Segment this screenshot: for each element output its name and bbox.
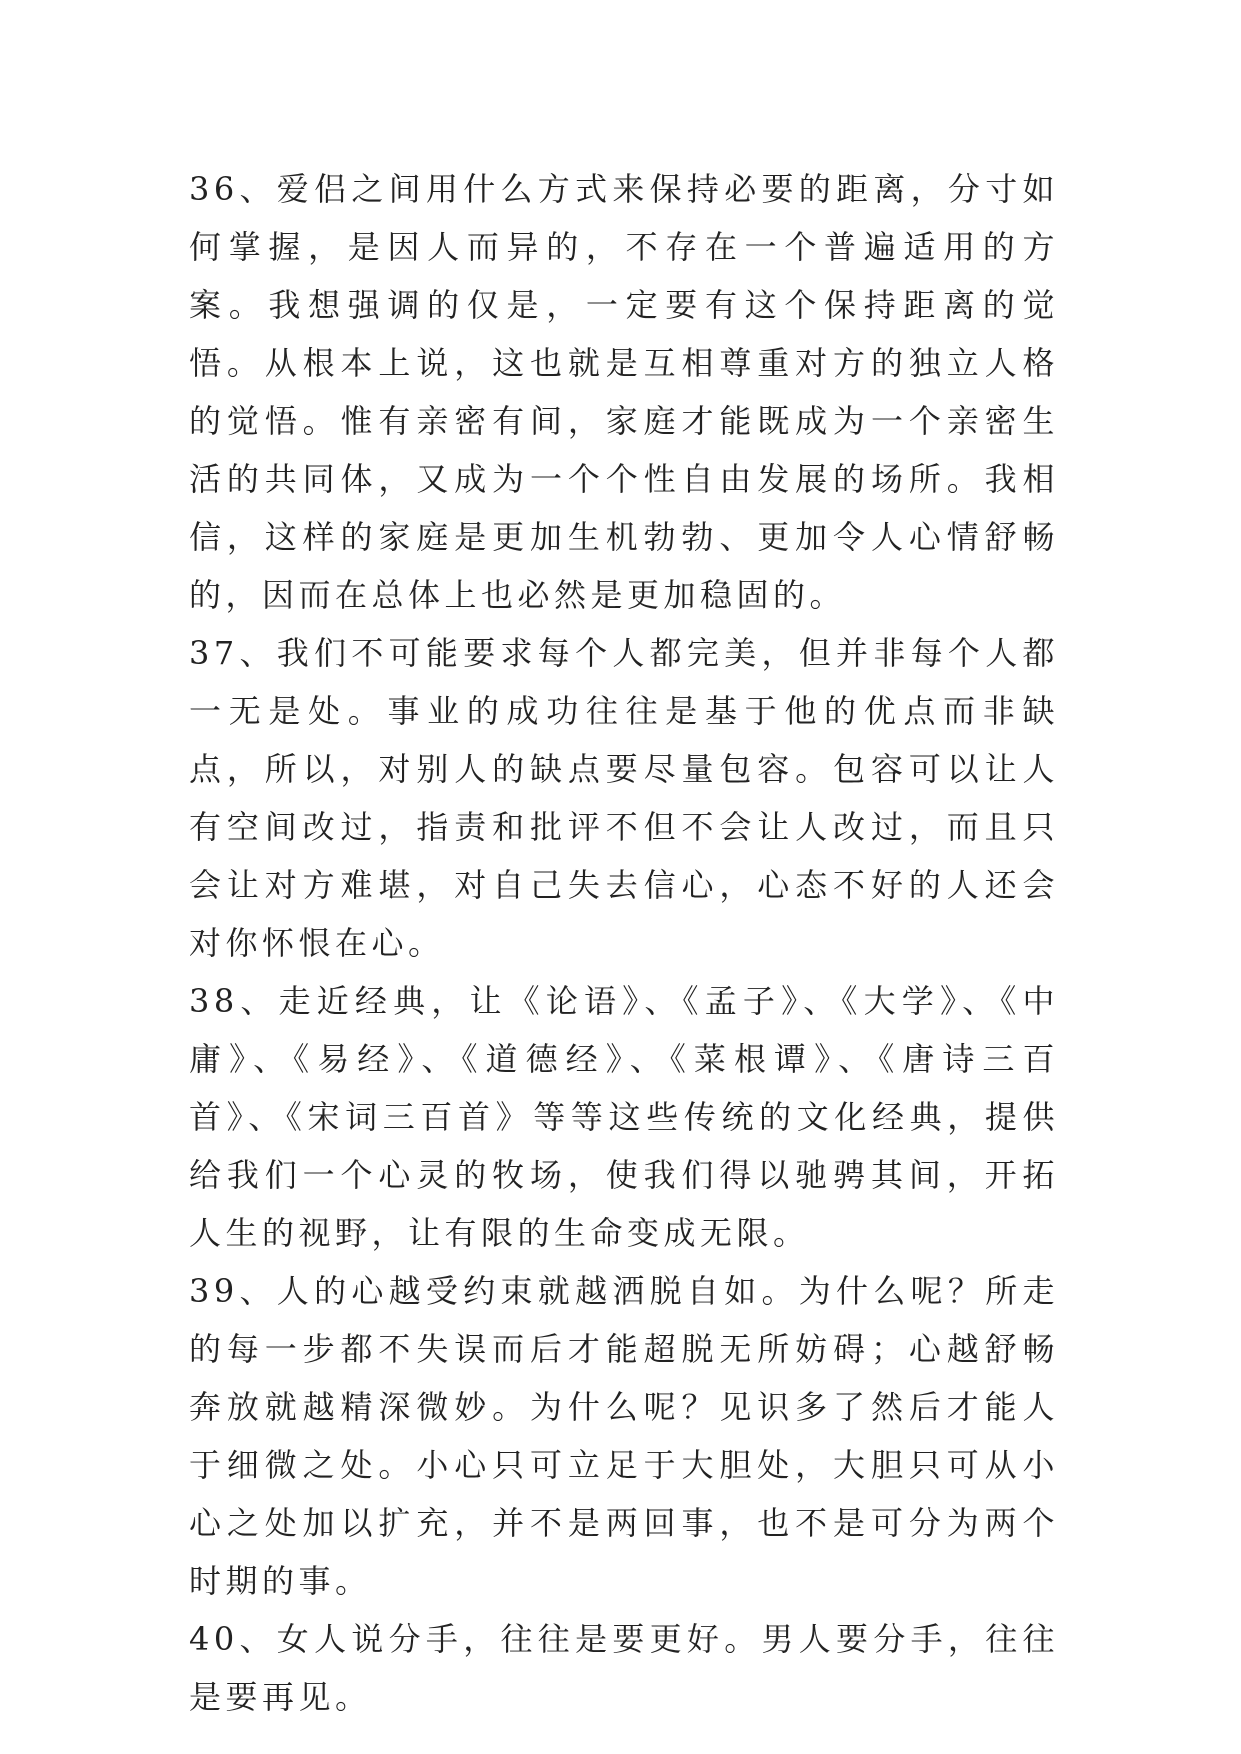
document-body [189, 160, 1059, 1726]
paragraph-36: 36、爱侣之间用什么方式来保持必要的距离，分寸如何掌握，是因人而异的，不存在一个普遍适用的方案。我想强调的仅是，一定要有这个保持距离的觉悟。从根本上说，这也就是互相尊重对方的独立人格的觉悟。惟有亲密有间，家庭才能既成为一个亲密生活的共同体，又成为一个个性自由发展的场所。我相信，这样的家庭是更加生机勃勃、更加令人心情舒畅的，因而在总体上也必然是更加稳固的。 [189, 170, 1059, 614]
paragraph-39: 39、人的心越受约束就越洒脱自如。为什么呢？所走的每一步都不失误而后才能超脱无所妨碍；心越舒畅奔放就越精深微妙。为什么呢？见识多了然后才能人于细微之处。小心只可立足于大胆处，大胆只可从小心之处加以扩充，并不是两回事，也不是可分为两个时期的事。 [189, 1272, 1059, 1600]
paragraph-40: 40、女人说分手，往往是要更好。男人要分手，往往是要再见。 [189, 1620, 1059, 1716]
paragraph-38: 38、走近经典，让《论语》、《孟子》、《大学》、《中庸》、《易经》、《道德经》、《菜根谭》、《唐诗三百首》、《宋词三百首》等等这些传统的文化经典，提供给我们一个心灵的牧场，使我们得以驰骋其间，开拓人生的视野，让有限的生命变成无限。 [189, 982, 1059, 1252]
paragraph-37: 37、我们不可能要求每个人都完美，但并非每个人都一无是处。事业的成功往往是基于他的优点而非缺点，所以，对别人的缺点要尽量包容。包容可以让人有空间改过，指责和批评不但不会让人改过，而且只会让对方难堪，对自己失去信心，心态不好的人还会对你怀恨在心。 [189, 634, 1059, 962]
